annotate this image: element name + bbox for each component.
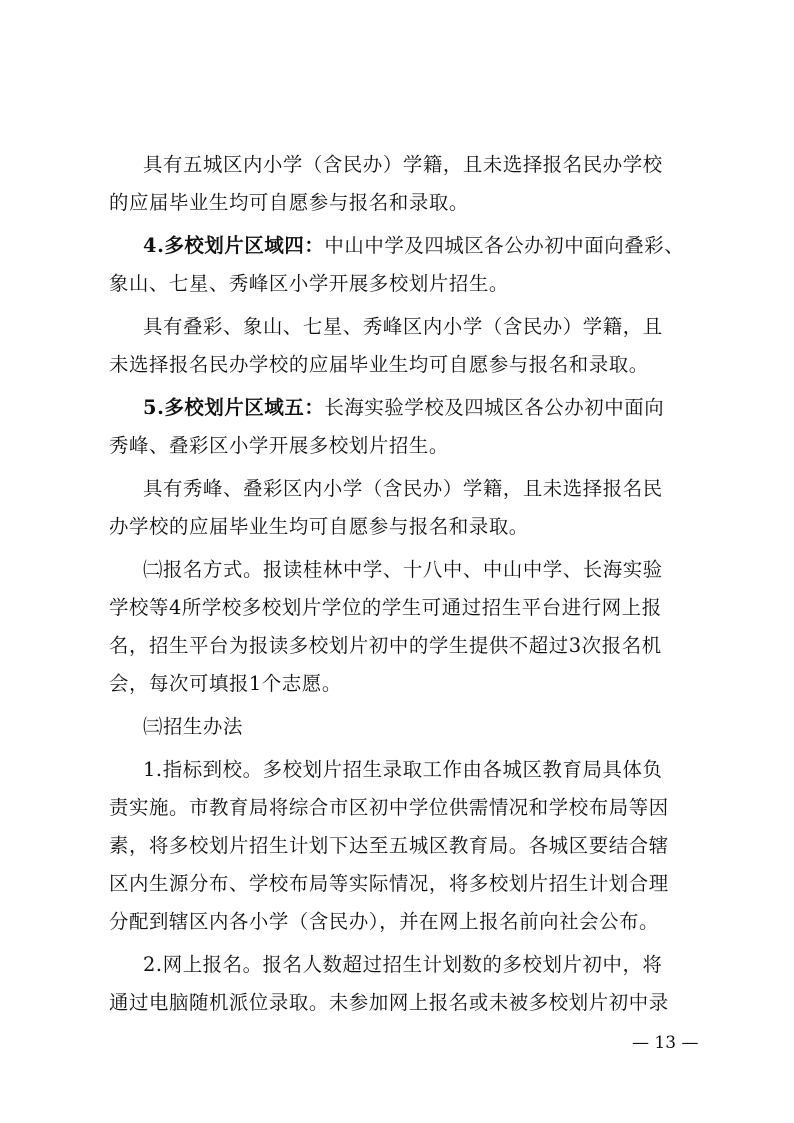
body-line: 具有叠彩、象山、七星、秀峰区内小学（含民办）学籍，且	[143, 315, 663, 338]
section-line	[143, 394, 664, 422]
section-text: 中山中学及四城区各公办初中面向叠彩、	[324, 234, 685, 257]
body-line: 通过电脑随机派位录取。未参加网上报名或未被多校划片初中录	[109, 991, 669, 1014]
subsection-heading: ㈢招生办法	[143, 715, 243, 738]
section-line	[143, 232, 684, 260]
body-line: 2.网上报名。报名人数超过招生计划数的多校划片初中，将	[143, 953, 663, 976]
body-line: ㈡报名方式。报读桂林中学、十八中、中山中学、长海实验	[143, 558, 663, 581]
body-line: 办学校的应届毕业生均可自愿参与报名和录取。	[109, 515, 529, 538]
body-line: 的应届毕业生均可自愿参与报名和录取。	[109, 191, 469, 214]
body-line: 1.指标到校。多校划片招生录取工作由各城区教育局具体负	[143, 758, 663, 781]
body-line: 素，将多校划片招生计划下达至五城区教育局。各城区要结合辖	[109, 834, 669, 857]
section-heading: 5.多校划片区域五：	[143, 396, 325, 419]
body-line: 象山、七星、秀峰区小学开展多校划片招生。	[109, 272, 509, 295]
body-line: 责实施。市教育局将综合市区初中学位供需情况和学校布局等因	[109, 796, 669, 819]
section-text: 长海实验学校及四城区各公办初中面向	[324, 396, 665, 419]
body-line: 秀峰、叠彩区小学开展多校划片招生。	[109, 434, 449, 457]
body-line: 会，每次可填报1个志愿。	[109, 672, 342, 695]
section-heading: 4.多校划片区域四：	[143, 234, 325, 257]
body-line: 具有五城区内小学（含民办）学籍，且未选择报名民办学校	[143, 153, 663, 176]
page-number: — 13 —	[632, 1033, 699, 1053]
body-line: 区内生源分布、学校布局等实际情况，将多校划片招生计划合理	[109, 872, 669, 895]
body-line: 分配到辖区内各小学（含民办），并在网上报名前向社会公布。	[109, 910, 660, 933]
body-line: 学校等4所学校多校划片学位的学生可通过招生平台进行网上报	[109, 596, 662, 619]
body-line: 未选择报名民办学校的应届毕业生均可自愿参与报名和录取。	[109, 353, 649, 376]
body-line: 具有秀峰、叠彩区内小学（含民办）学籍，且未选择报名民	[143, 477, 663, 500]
body-line: 名，招生平台为报读多校划片初中的学生提供不超过3次报名机	[109, 634, 662, 657]
